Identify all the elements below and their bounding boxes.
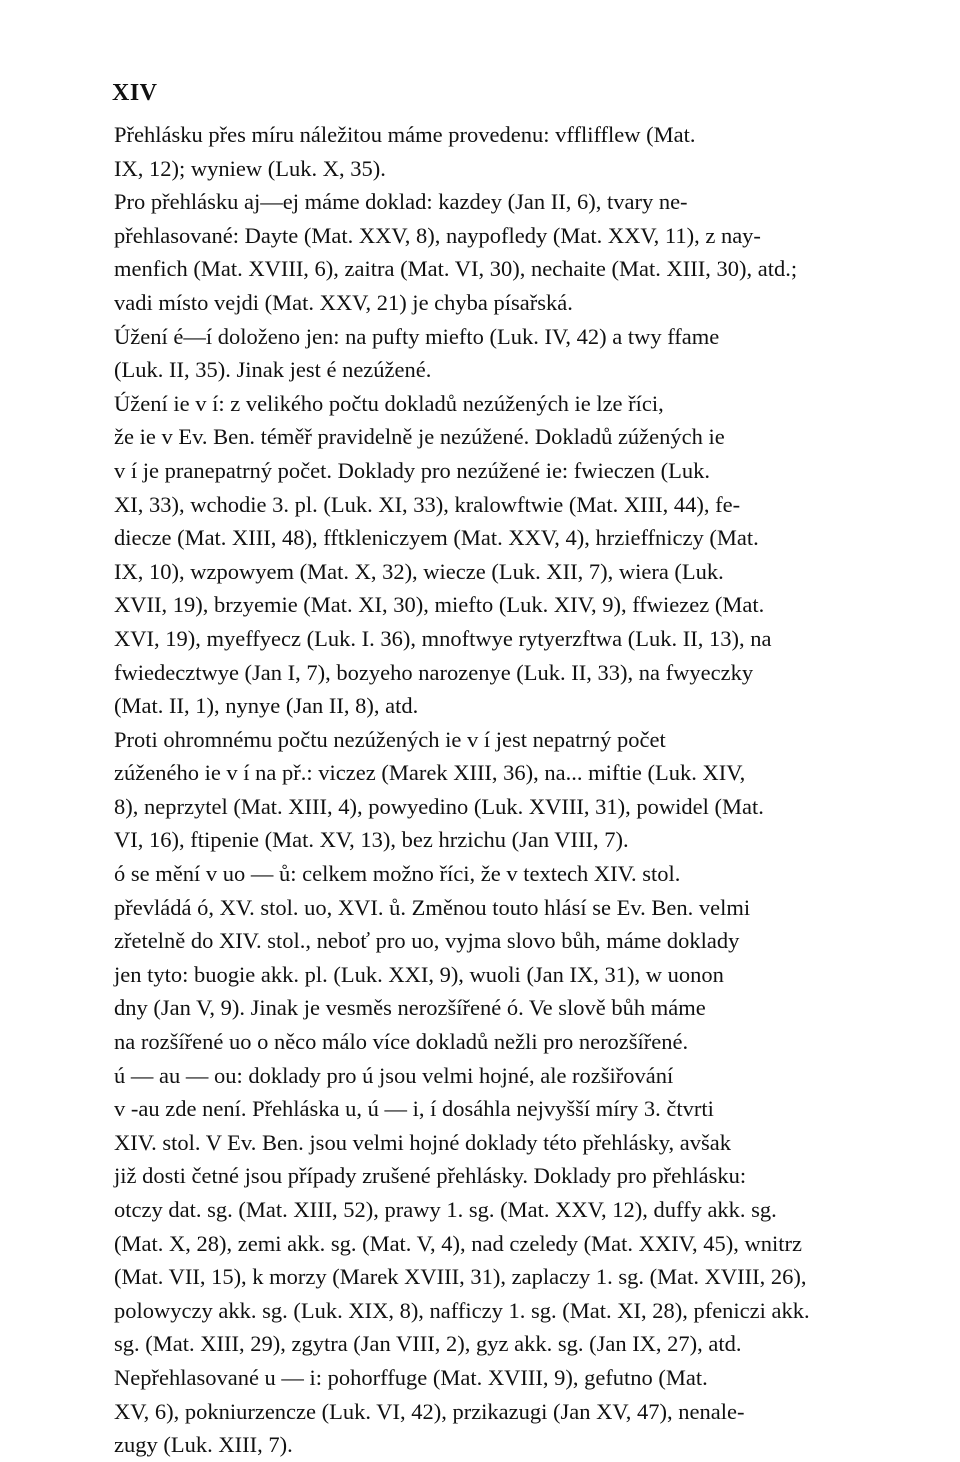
text-line: dny (Jan V, 9). Jinak je vesměs nerozšířené ó. Ve slově bůh máme [114, 995, 706, 1021]
text-line: (Luk. II, 35). Jinak jest é nezúžené. [114, 357, 432, 383]
text-line: IX, 10), wzpowyem (Mat. X, 32), wiecze (Luk. XII, 7), wiera (Luk. [114, 558, 724, 584]
text-line: (Mat. VII, 15), k morzy (Marek XVIII, 31), zaplaczy 1. sg. (Mat. XVIII, 26), [114, 1264, 807, 1290]
text-line: Úžení ie v í: z velikého počtu dokladů nezúžených ie lze říci, [114, 390, 664, 416]
text-line: v í je pranepatrný počet. Doklady pro nezúžené ie: fwieczen (Luk. [114, 457, 710, 483]
text-line: ó se mění v uo — ů: celkem možno říci, že v textech XIV. stol. [114, 861, 681, 887]
text-line: (Mat. II, 1), nynye (Jan II, 8), atd. [114, 693, 419, 719]
text-line: XVII, 19), brzyemie (Mat. XI, 30), miefto (Luk. XIV, 9), ffwiezez (Mat. [114, 592, 765, 618]
text-line: jen tyto: buogie akk. pl. (Luk. XXI, 9), wuoli (Jan IX, 31), w uonon [114, 961, 724, 987]
text-line: IX, 12); wyniew (Luk. X, 35). [114, 155, 386, 181]
body-text [114, 118, 854, 1462]
text-line: zřetelně do XIV. stol., neboť pro uo, vyjma slovo bůh, máme doklady [114, 928, 740, 954]
text-line: zúženého ie v í na př.: viczez (Marek XIII, 36), na... miftie (Luk. XIV, [114, 760, 746, 786]
text-line: menfich (Mat. XVIII, 6), zaitra (Mat. VI, 30), nechaite (Mat. XIII, 30), atd.; [114, 256, 798, 282]
text-line: VI, 16), ftipenie (Mat. XV, 13), bez hrzichu (Jan VIII, 7). [114, 827, 629, 853]
page-number: XIV [112, 80, 158, 106]
text-line: sg. (Mat. XIII, 29), zgytra (Jan VIII, 2), gyz akk. sg. (Jan IX, 27), atd. [114, 1331, 742, 1357]
text-line: Úžení é—í doloženo jen: na pufty miefto (Luk. IV, 42) a twy ffame [114, 323, 720, 349]
text-line: (Mat. X, 28), zemi akk. sg. (Mat. V, 4), nad czeledy (Mat. XXIV, 45), wnitrz [114, 1230, 802, 1256]
text-line: 8), neprzytel (Mat. XIII, 4), powyedino (Luk. XVIII, 31), powidel (Mat. [114, 793, 764, 819]
text-line: fwiedecztwye (Jan I, 7), bozyeho narozenye (Luk. II, 33), na fwyeczky [114, 659, 754, 685]
text-line: diecze (Mat. XIII, 48), fftkleniczyem (Mat. XXV, 4), hrzieffniczy (Mat. [114, 525, 759, 551]
text-line: již dosti četné jsou případy zrušené přehlásky. Doklady pro přehlásku: [114, 1163, 747, 1189]
text-line: v -au zde není. Přehláska u, ú — i, í dosáhla nejvyšší míry 3. čtvrti [114, 1096, 714, 1122]
text-line: vadi místo vejdi (Mat. XXV, 21) je chyba písařská. [114, 289, 573, 315]
text-line: XI, 33), wchodie 3. pl. (Luk. XI, 33), kralowftwie (Mat. XIII, 44), fe- [114, 491, 741, 517]
text-line: že ie v Ev. Ben. téměř pravidelně je nezúžené. Dokladů zúžených ie [114, 424, 725, 450]
text-line: přehlasované: Dayte (Mat. XXV, 8), naypofledy (Mat. XXV, 11), z nay- [114, 222, 761, 248]
text-line: Pro přehlásku aj—ej máme doklad: kazdey (Jan II, 6), tvary ne- [114, 189, 688, 215]
text-line: XVI, 19), myeffyecz (Luk. I. 36), mnoftwye rytyerzftwa (Luk. II, 13), na [114, 625, 772, 651]
text-line: Nepřehlasované u — i: pohorffuge (Mat. XVIII, 9), gefutno (Mat. [114, 1364, 708, 1390]
text-line: XIV. stol. V Ev. Ben. jsou velmi hojné doklady této přehlásky, avšak [114, 1129, 732, 1155]
text-line: polowyczy akk. sg. (Luk. XIX, 8), nafficzy 1. sg. (Mat. XI, 28), pfeniczi akk. [114, 1297, 810, 1323]
text-line: otczy dat. sg. (Mat. XIII, 52), prawy 1. sg. (Mat. XXV, 12), duffy akk. sg. [114, 1197, 777, 1222]
text-line: Proti ohromnému počtu nezúžených ie v í jest nepatrný počet [114, 726, 666, 752]
text-line: zugy (Luk. XIII, 7). [114, 1432, 293, 1458]
text-line: převládá ó, XV. stol. uo, XVI. ů. Změnou touto hlásí se Ev. Ben. velmi [114, 894, 751, 920]
text-line: Přehlásku přes míru náležitou máme provedenu: vfflifflew (Mat. [114, 122, 696, 147]
text-line: na rozšířené uo o něco málo více dokladů nežli pro nerozšířené. [114, 1029, 689, 1055]
text-line: XV, 6), pokniurzencze (Luk. VI, 42), przikazugi (Jan XV, 47), nenale- [114, 1398, 745, 1424]
text-line: ú — au — ou: doklady pro ú jsou velmi hojné, ale rozšiřování [114, 1062, 674, 1088]
